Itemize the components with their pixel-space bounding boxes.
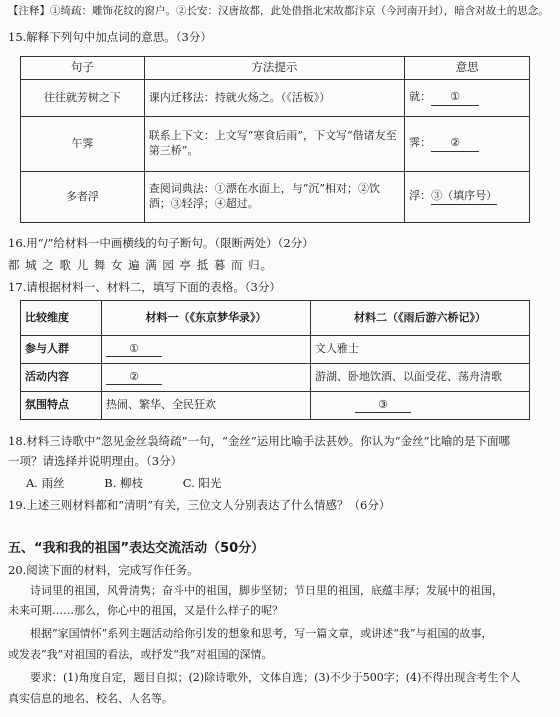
meaning-prefix: 霁： — [409, 136, 432, 150]
q16-sentence: 都 城 之 歌 儿 舞 女 遍 满 园 亭 抵 暮 而 归。 — [8, 258, 274, 272]
q18-options — [8, 476, 552, 492]
q17-table — [20, 300, 530, 420]
q18-line-1: 18.材料三诗歌中“忽见金丝袅绮疏”一句，“金丝”运用比喻手法甚妙。你认为“金丝”比喻的是下面哪 — [8, 434, 511, 448]
table-row — [21, 172, 530, 223]
option-a[interactable]: A. 雨丝 — [26, 476, 65, 490]
q17-cell-b1: 文人雅士 — [311, 336, 530, 364]
q16-stem: 16.用“/”给材料一中画横线的句子断句。（限断两处）（2分） — [8, 236, 314, 250]
q20-stem: 20.阅读下面的材料，完成写作任务。 — [8, 563, 199, 577]
q15-meaning-1 — [405, 80, 530, 117]
q15-hint-1: 课内迁移法：持就火炀之。（《活板》） — [144, 80, 404, 117]
q20-p3-line-2: 真实信息的地名、校名、人名等。 — [8, 692, 173, 705]
q20-p2-line-1: 根据“家国情怀”系列主题活动给你引发的想象和思考，写一篇文章，或讲述“我”与祖国的故事， — [30, 627, 493, 640]
q17-header-material1: 材料一（《东京梦华录》） — [102, 301, 311, 336]
option-b[interactable]: B. 柳枝 — [104, 476, 144, 490]
table-row — [21, 336, 530, 364]
answer-blank-3[interactable]: ③（填序号） — [431, 189, 497, 205]
q17-cell-a1 — [102, 336, 311, 364]
q17-cell-b2: 游湖、卧地饮酒、以面受花、荡舟清歌 — [311, 364, 530, 392]
q15-meaning-2 — [405, 117, 530, 172]
answer-blank-2[interactable]: ② — [106, 370, 162, 386]
q17-cell-b3 — [311, 392, 530, 420]
meaning-prefix: 就： — [409, 90, 432, 104]
annotation-note: 【注释】①绮疏：雕饰花纹的窗户。②长安：汉唐故都，此处借指北宋故都汴京（今河南开封），暗含对故土的思念。 — [8, 5, 549, 17]
q17-header-material2: 材料二（《雨后游六桥记》） — [311, 301, 530, 336]
answer-blank-1[interactable]: ① — [106, 342, 162, 358]
q17-stem: 17.请根据材料一、材料二，填写下面的表格。（3分） — [8, 280, 281, 294]
answer-blank-1[interactable]: ① — [431, 90, 479, 106]
q20-p3-line-1: 要求：(1)角度自定，题目自拟；(2)除诗歌外，文体自选；(3)不少于500字；(4)不得出现含考生个人 — [30, 671, 521, 684]
q15-header-sentence: 句子 — [21, 57, 145, 80]
q15-hint-2: 联系上下文：上文写“寒食后雨”，下文写“偕诸友至第三桥”。 — [144, 117, 404, 172]
q17-label-activities: 活动内容 — [21, 364, 102, 392]
section-5-title: 五、“我和我的祖国”表达交流活动（50分） — [8, 541, 265, 556]
q15-header-meaning: 意思 — [405, 57, 530, 80]
answer-blank-2[interactable]: ② — [431, 136, 479, 152]
table-row — [21, 364, 530, 392]
q17-label-atmosphere: 氛围特点 — [21, 392, 102, 420]
q15-meaning-3 — [405, 172, 530, 223]
q20-p2-line-2: 或发表“我”对祖国的看法，或抒发“我”对祖国的深情。 — [8, 648, 273, 661]
meaning-prefix: 浮： — [409, 189, 432, 203]
q19-stem: 19.上述三则材料都和“清明”有关，三位文人分别表达了什么情感？（6分） — [8, 498, 391, 512]
table-row — [21, 80, 530, 117]
q17-header-dimension: 比较维度 — [21, 301, 102, 336]
q15-hint-3: 查阅词典法：①漂在水面上，与“沉”相对；②饮酒；③轻浮；④超过。 — [144, 172, 404, 223]
answer-blank-3[interactable]: ③ — [355, 398, 411, 414]
q17-cell-a2 — [102, 364, 311, 392]
q15-stem: 15.解释下列句中加点词的意思。（3分） — [8, 30, 212, 44]
q15-sentence-3: 多者浮 — [21, 172, 145, 223]
q15-table — [20, 56, 530, 223]
table-row — [21, 117, 530, 172]
q20-p1-line-1: 诗词里的祖国，风骨清隽；奋斗中的祖国，脚步坚韧；节日里的祖国，底蕴丰厚；发展中的祖国， — [30, 584, 503, 597]
option-c[interactable]: C. 阳光 — [182, 476, 222, 490]
q20-p1-line-2: 未来可期……那么，你心中的祖国，又是什么样子的呢？ — [8, 604, 283, 617]
q15-header-hint: 方法提示 — [144, 57, 404, 80]
table-row — [21, 392, 530, 420]
q17-cell-a3: 热闹、繁华、全民狂欢 — [102, 392, 311, 420]
q17-label-participants: 参与人群 — [21, 336, 102, 364]
q15-sentence-2: 午霁 — [21, 117, 145, 172]
q15-sentence-1: 往往就芳树之下 — [21, 80, 145, 117]
q18-line-2: 一项？请选择并说明理由。（3分） — [8, 454, 183, 468]
